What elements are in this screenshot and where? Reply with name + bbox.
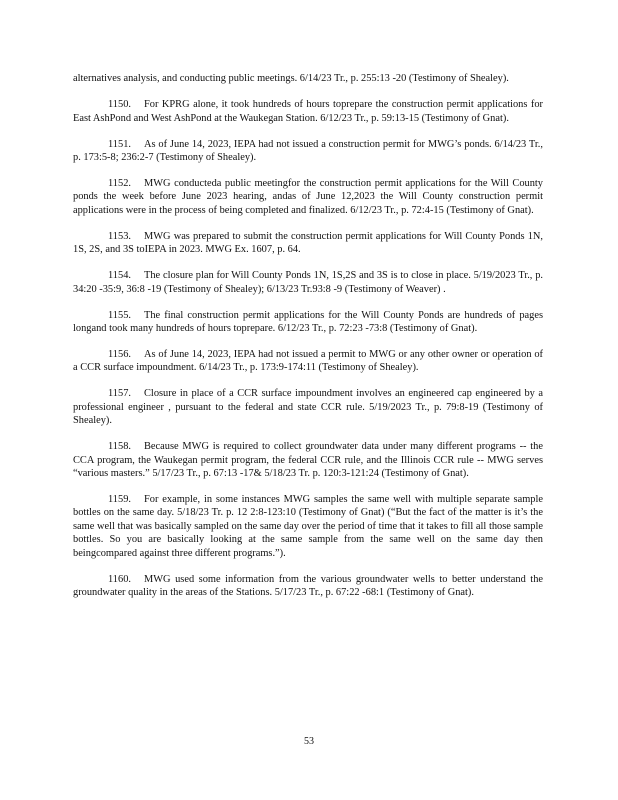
paragraph-number: 1158. bbox=[108, 441, 131, 453]
paragraph-number: 1152. bbox=[108, 178, 131, 190]
paragraph-number: 1150. bbox=[108, 99, 131, 111]
paragraph-1153 bbox=[73, 230, 543, 257]
page-number: 53 bbox=[304, 736, 314, 747]
paragraph-number: 1154. bbox=[108, 270, 131, 282]
paragraph-text: MWG conducteda public meetingfor the construction permit applications for the Will County ponds the week before June 2023 hearing, andas of June 12,2023 the Will County construction permit applications were in the process of being completed and finalized. 6/12/23 Tr., p. 72:4-15 (Testimony of Gnat). bbox=[73, 178, 543, 216]
paragraph-1157 bbox=[73, 387, 543, 427]
intro-paragraph: alternatives analysis, and conducting public meetings. 6/14/23 Tr., p. 255:13 -20 (Testimony of Shealey). bbox=[73, 73, 509, 84]
paragraph-text: MWG used some information from the various groundwater wells to better understand the groundwater quality in the areas of the Stations. 5/17/23 Tr., p. 67:22 -68:1 (Testimony of Gnat). bbox=[73, 573, 543, 599]
paragraph-number: 1155. bbox=[108, 309, 131, 321]
paragraph-number: 1153. bbox=[108, 230, 131, 242]
paragraph-text: Because MWG is required to collect groundwater data under many different programs -- the CCA program, the Waukegan permit program, the federal CCR rule, and the Illinois CCR rule -- MWG serves “various masters.” 5/17/23 Tr., p. 67:13 -17& 5/18/23 Tr. p. 120:3-121:24 (Testimony of Gnat). bbox=[73, 441, 543, 480]
paragraph-1156 bbox=[73, 348, 543, 375]
document-body bbox=[73, 72, 543, 612]
paragraph-text: The closure plan for Will County Ponds 1N, 1S,2S and 3S is to close in place. 5/19/2023 Tr., p. 34:20 -35:9, 36:8 -19 (Testimony of Shealey); 6/13/23 Tr.93:8 -9 (Testimony of Weaver) . bbox=[73, 270, 543, 295]
paragraph-1160 bbox=[73, 573, 543, 600]
paragraph-text: MWG was prepared to submit the construction permit applications for Will County Ponds 1N, 1S, 2S, and 3S toIEPA in 2023. MWG Ex. 1607, p. 64. bbox=[73, 230, 543, 256]
paragraph-1151 bbox=[73, 138, 543, 165]
paragraph-number: 1156. bbox=[108, 349, 131, 361]
paragraph-text: For KPRG alone, it took hundreds of hours toprepare the construction permit applications for East AshPond and West AshPond at the Waukegan Station. 6/12/23 Tr., p. 59:13-15 (Testimony of Gnat). bbox=[73, 99, 543, 124]
paragraph-text: Closure in place of a CCR surface impoundment involves an engineered cap engineered by a professional engineer , pursuant to the federal and state CCR rule. 5/19/2023 Tr., p. 79:8-19 (Testimony of Shealey). bbox=[73, 388, 543, 427]
paragraph-text: As of June 14, 2023, IEPA had not issued a construction permit for MWG’s ponds. 6/14/23 Tr., p. 173:5-8; 236:2-7 (Testimony of Shealey). bbox=[73, 138, 543, 164]
paragraph-number: 1157. bbox=[108, 388, 131, 400]
paragraph-text: As of June 14, 2023, IEPA had not issued a permit to MWG or any other owner or operation of a CCR surface impoundment. 6/14/23 Tr., p. 173:9-174:11 (Testimony of Shealey). bbox=[73, 349, 543, 374]
paragraph-1150 bbox=[73, 98, 543, 125]
paragraph-number: 1151. bbox=[108, 138, 131, 150]
paragraph-number: 1159. bbox=[108, 494, 131, 506]
paragraph-number: 1160. bbox=[108, 573, 131, 585]
paragraph-text: For example, in some instances MWG samples the same well with multiple separate sample bottles on the same day. 5/18/23 Tr. p. 12 2:8-123:10 (Testimony of Gnat) (“But the fact of the matter is it’s the same well that was basically sampled on the same day over the period of time that it takes to fill all those sample bottles. So you are basically looking at the same sample from the same well on the same day then beingcompared against three different programs.”). bbox=[73, 494, 543, 559]
paragraph-1152 bbox=[73, 177, 543, 217]
paragraph-1158 bbox=[73, 440, 543, 480]
paragraph-1155 bbox=[73, 309, 543, 336]
paragraph-1159 bbox=[73, 493, 543, 560]
paragraph-1154 bbox=[73, 269, 543, 296]
paragraph-text: The final construction permit applications for the Will County Ponds are hundreds of pages longand took many hundreds of hours toprepare. 6/12/23 Tr., p. 72:23 -73:8 (Testimony of Gnat). bbox=[73, 309, 543, 335]
